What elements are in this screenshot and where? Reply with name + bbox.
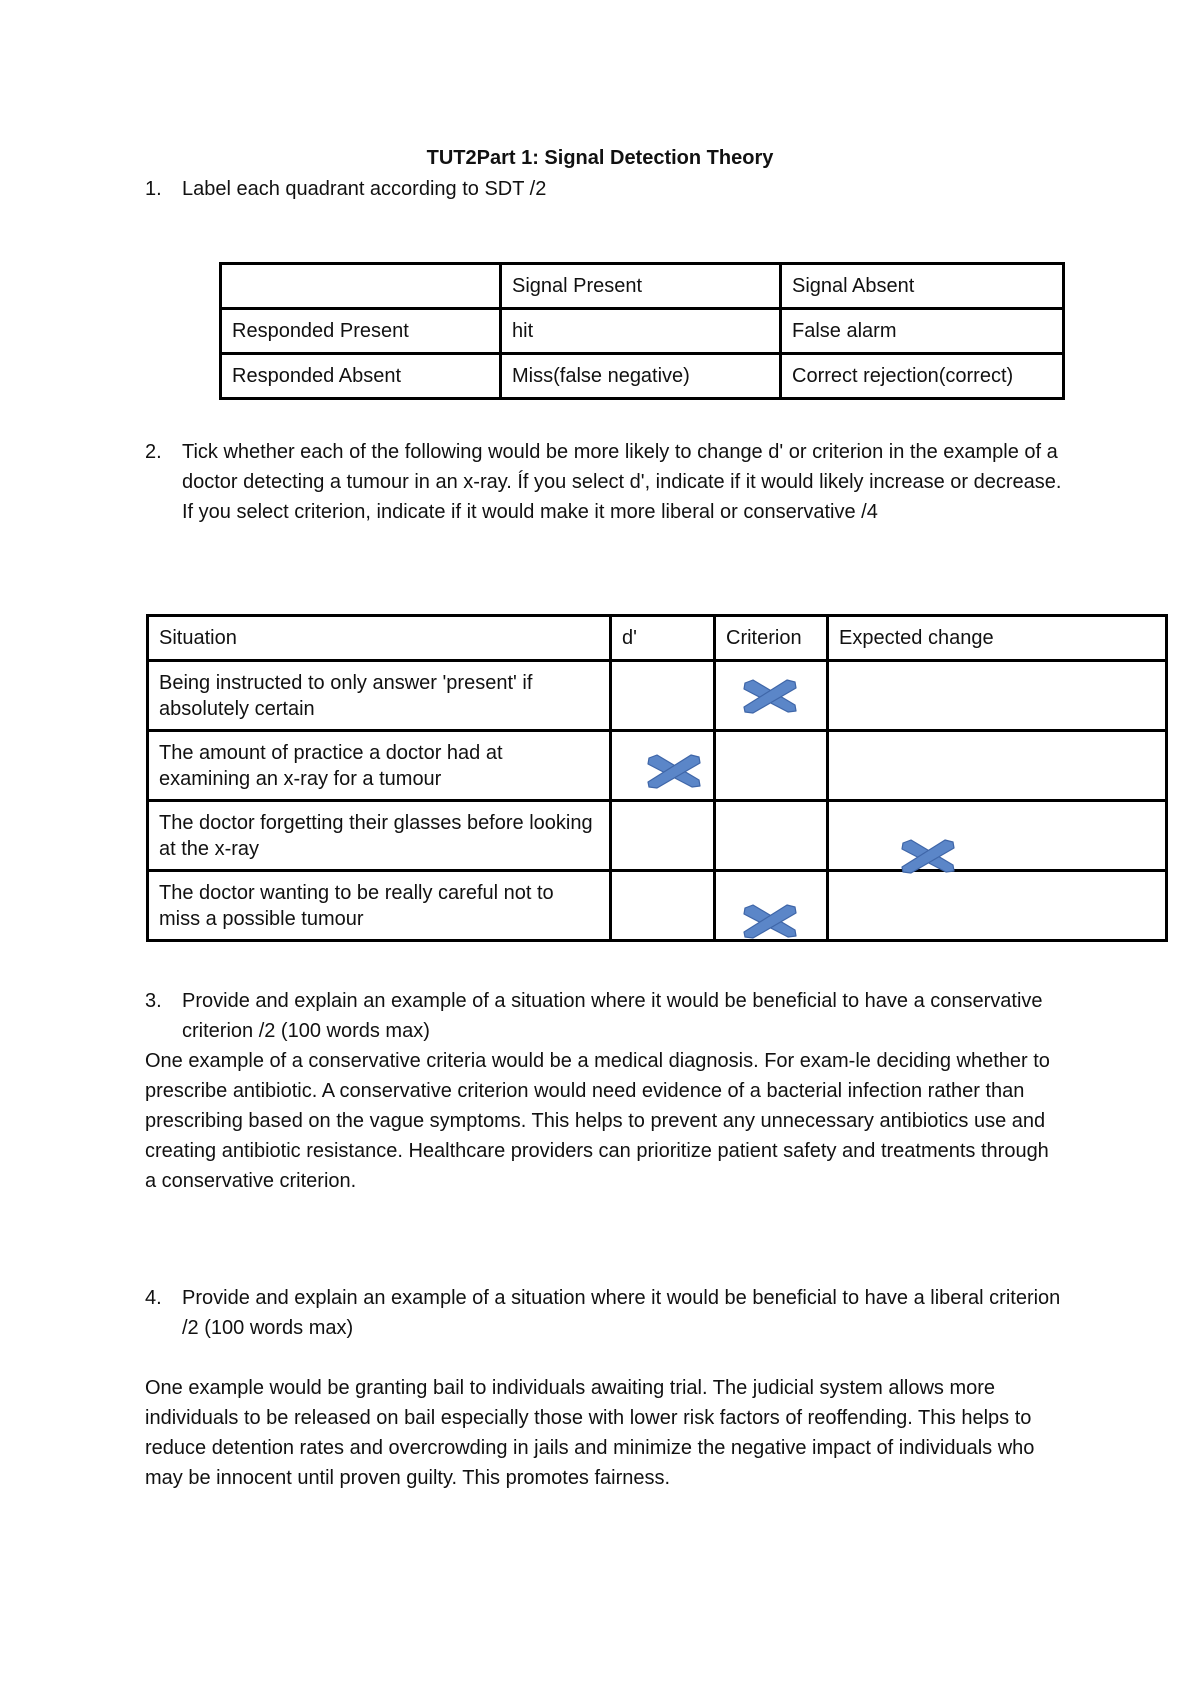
table-header-row bbox=[221, 264, 1064, 309]
d-prime-cell bbox=[611, 871, 715, 941]
table-row bbox=[221, 309, 1064, 354]
criterion-cell bbox=[715, 801, 828, 871]
table-row bbox=[148, 801, 1167, 871]
table-cell: hit bbox=[501, 309, 781, 354]
table-cell: Responded Absent bbox=[221, 354, 501, 399]
d-prime-cell bbox=[611, 801, 715, 871]
expected-change-cell bbox=[828, 871, 1167, 941]
criterion-cell bbox=[715, 731, 828, 801]
table-cell: Correct rejection(correct) bbox=[781, 354, 1064, 399]
question-2 bbox=[145, 437, 1065, 527]
situation-cell: The doctor wanting to be really careful not to miss a possible tumour bbox=[148, 871, 611, 941]
table-cell: Miss(false negative) bbox=[501, 354, 781, 399]
table-row bbox=[221, 354, 1064, 399]
cross-mark-icon bbox=[899, 837, 957, 875]
table-cell: Signal Absent bbox=[781, 264, 1064, 309]
situation-cell: Being instructed to only answer 'present' if absolutely certain bbox=[148, 661, 611, 731]
question-number: 4. bbox=[145, 1287, 162, 1309]
question-text: Provide and explain an example of a situation where it would be beneficial to have a conservative criterion /2 (100 words max) bbox=[182, 990, 1043, 1042]
answer-q3: One example of a conservative criteria would be a medical diagnosis. For exam-le deciding whether to prescribe antibiotic. A conservative criterion would need evidence of a bacterial infection rather than prescribing based on the vague symptoms. This helps to prevent any unnecessary antibiotics use and creating antibiotic resistance. Healthcare providers can prioritize patient safety and treatments through a conservative criterion. bbox=[145, 1050, 1050, 1192]
situation-cell: The amount of practice a doctor had at examining an x-ray for a tumour bbox=[148, 731, 611, 801]
table-row bbox=[148, 871, 1167, 941]
question-text: Provide and explain an example of a situation where it would be beneficial to have a liberal criterion /2 (100 words max) bbox=[182, 1287, 1061, 1339]
table-row bbox=[148, 661, 1167, 731]
cross-mark-icon bbox=[741, 902, 799, 940]
question-4 bbox=[145, 1283, 1065, 1343]
table-cell: Situation bbox=[148, 616, 611, 661]
situation-cell: The doctor forgetting their glasses before looking at the x-ray bbox=[148, 801, 611, 871]
question-number: 3. bbox=[145, 990, 162, 1012]
table-cell: False alarm bbox=[781, 309, 1064, 354]
table-cell: Responded Present bbox=[221, 309, 501, 354]
question-number: 2. bbox=[145, 441, 162, 463]
expected-change-cell bbox=[828, 731, 1167, 801]
page-title: TUT2Part 1: Signal Detection Theory bbox=[426, 147, 774, 169]
answer-q4: One example would be granting bail to individuals awaiting trial. The judicial system allows more individuals to be released on bail especially those with lower risk factors of reoffending. This helps to reduce detention rates and overcrowding in jails and minimize the negative impact of individuals who may be innocent until proven guilty. This promotes fairness. bbox=[145, 1377, 1035, 1489]
question-text: Tick whether each of the following would be more likely to change d' or criterion in the example of a doctor detecting a tumour in an x-ray. Íf you select d', indicate if it would likely increase or decrease. If you select criterion, indicate if it would make it more liberal or conservative /4 bbox=[182, 441, 1062, 523]
table-cell bbox=[221, 264, 501, 309]
sdt-quadrant-table bbox=[219, 262, 1065, 400]
question-text: Label each quadrant according to SDT /2 bbox=[182, 178, 547, 200]
d-prime-cell bbox=[611, 661, 715, 731]
question-number: 1. bbox=[145, 178, 162, 200]
question-1 bbox=[145, 174, 1065, 204]
table-header-row bbox=[148, 616, 1167, 661]
cross-mark-icon bbox=[645, 752, 703, 790]
table-cell: Expected change bbox=[828, 616, 1167, 661]
table-cell: Criterion bbox=[715, 616, 828, 661]
expected-change-cell bbox=[828, 801, 1167, 871]
table-cell: Signal Present bbox=[501, 264, 781, 309]
expected-change-cell bbox=[828, 661, 1167, 731]
question-3 bbox=[145, 986, 1065, 1046]
table-cell: d' bbox=[611, 616, 715, 661]
cross-mark-icon bbox=[741, 677, 799, 715]
